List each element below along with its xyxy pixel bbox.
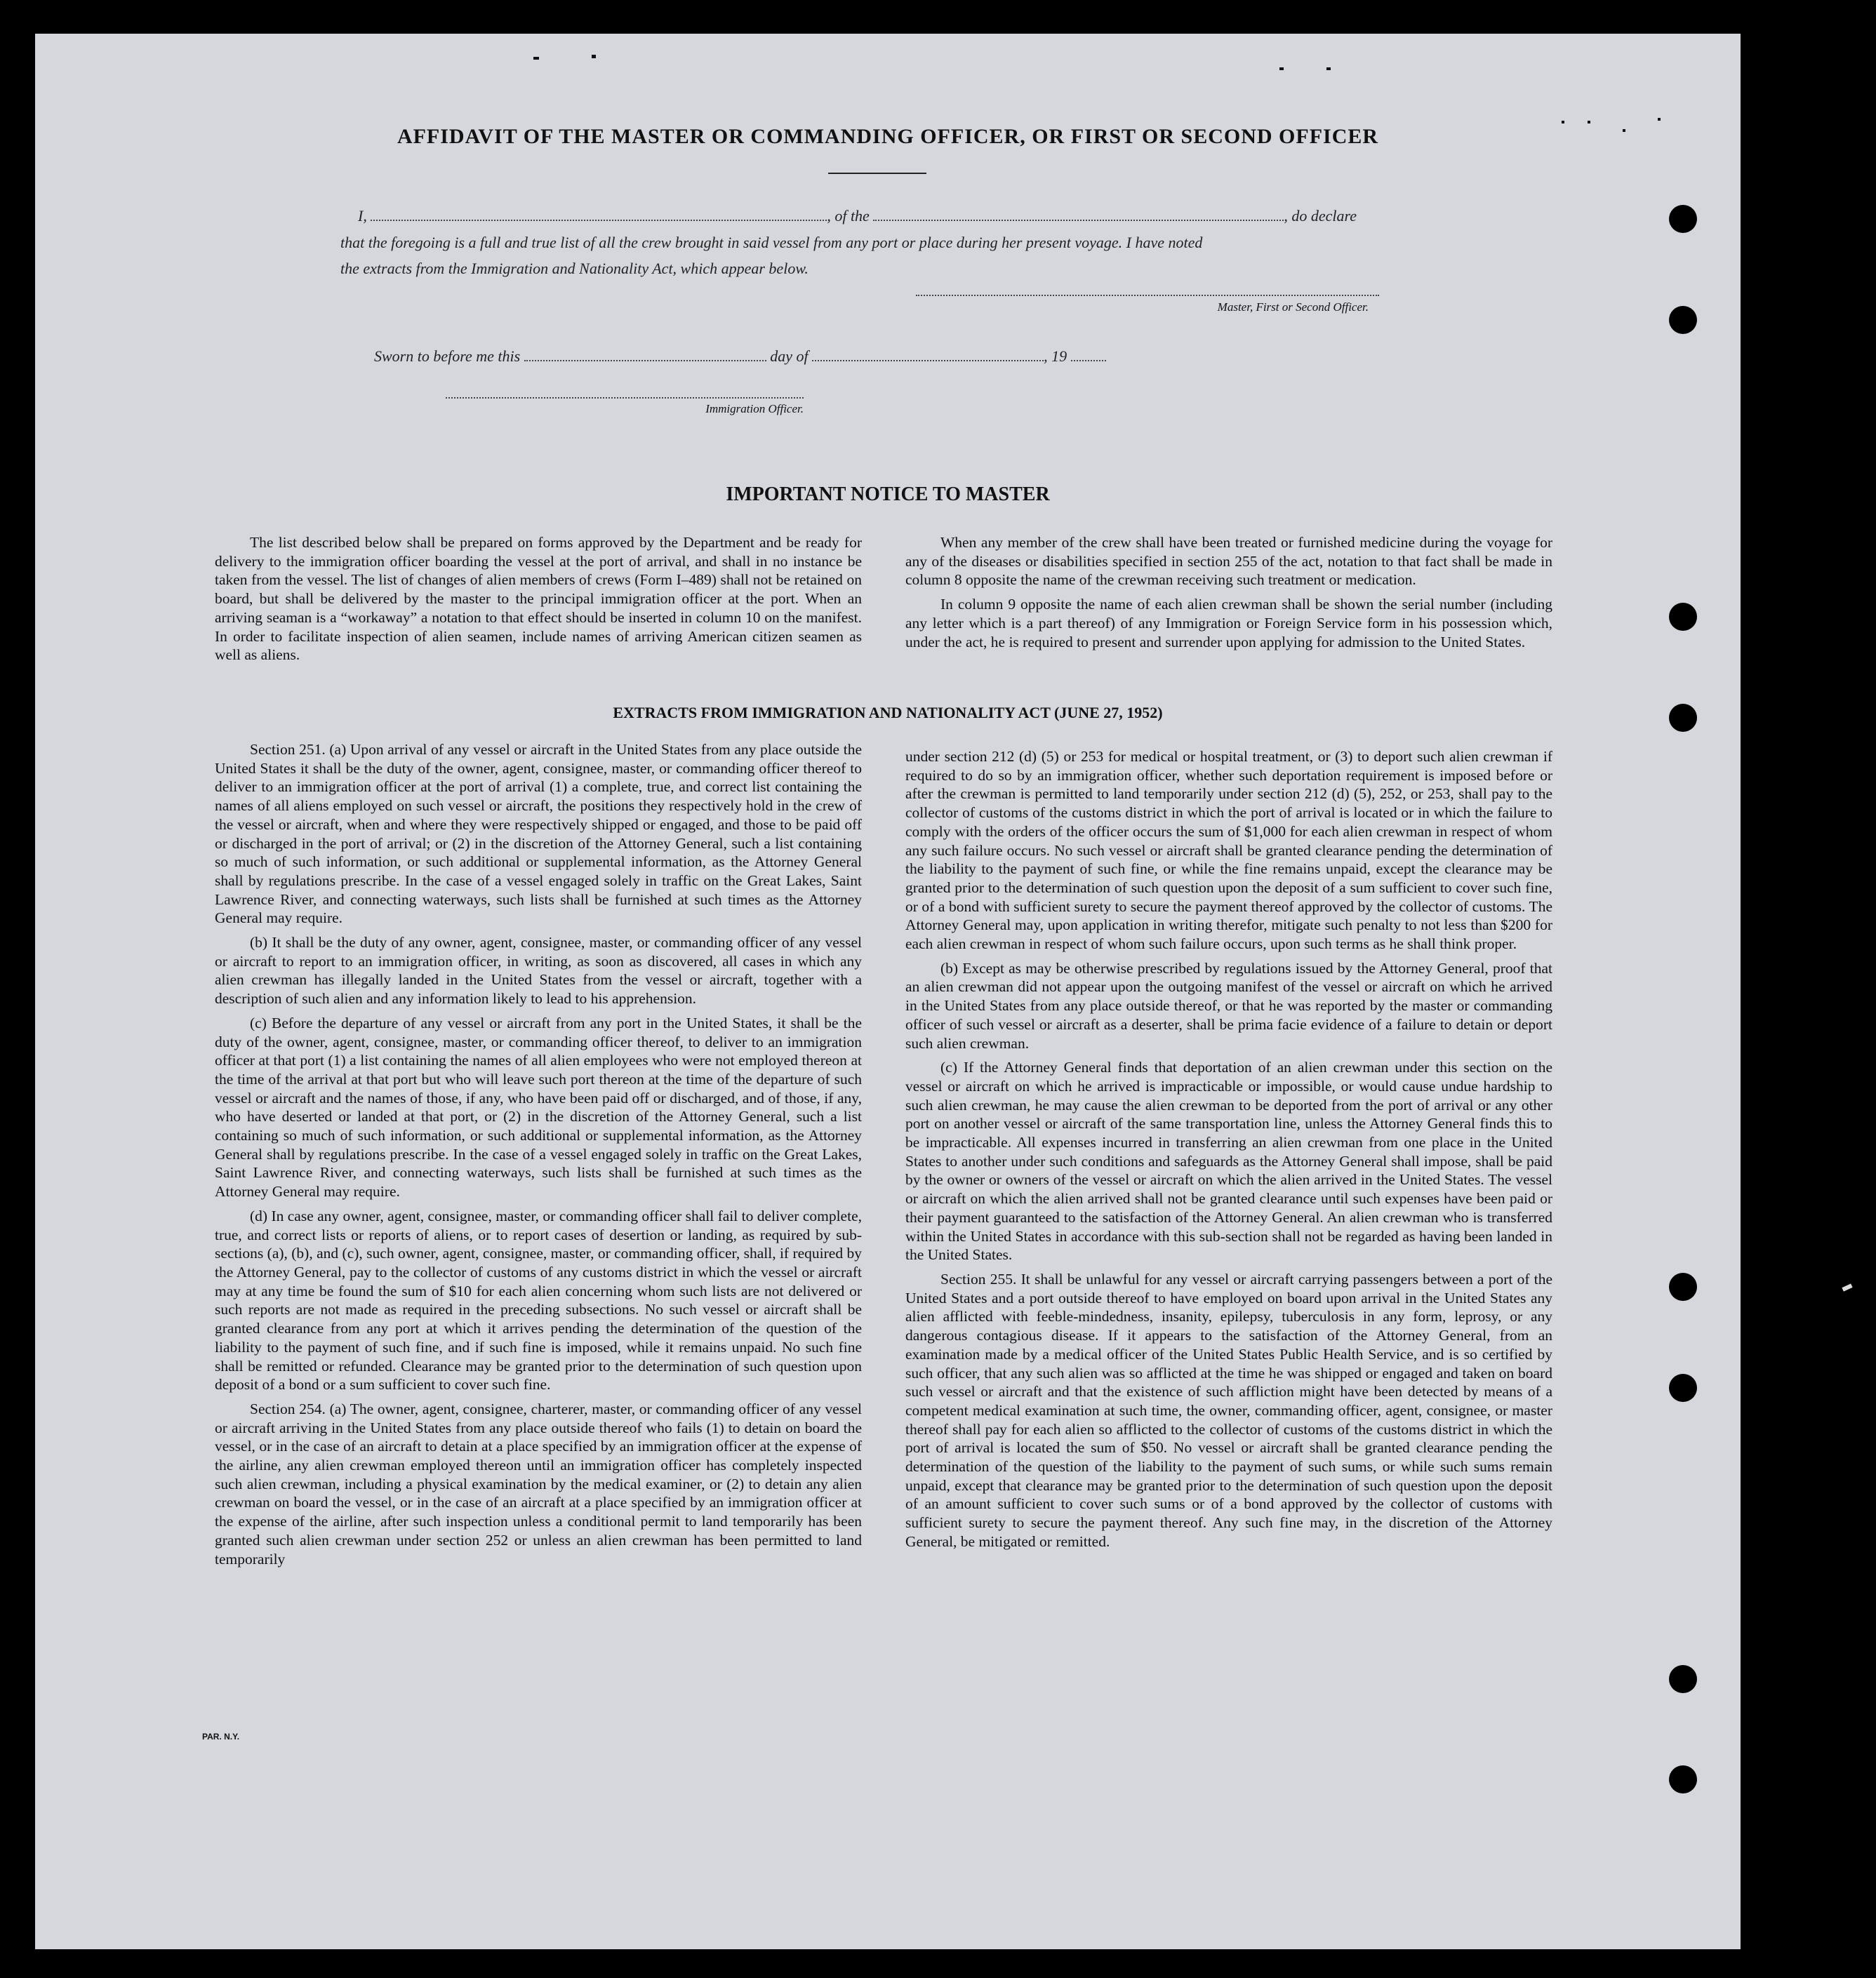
print-code: PAR. N.Y. <box>202 1732 240 1742</box>
punch-hole <box>1669 603 1697 631</box>
officer-signature-line[interactable] <box>446 397 804 399</box>
scan-speck <box>1623 129 1625 132</box>
scan-speck <box>1279 67 1284 70</box>
scan-speck <box>1658 118 1661 121</box>
punch-hole <box>1669 1765 1697 1793</box>
scan-speck <box>1588 121 1590 123</box>
extracts-title: EXTRACTS FROM IMMIGRATION AND NATIONALITY ACT (JUNE 27, 1952) <box>613 704 1163 721</box>
sworn-day-field[interactable] <box>524 346 766 361</box>
punch-hole <box>1669 1273 1697 1301</box>
notice-paragraph: The list described below shall be prepared on forms approved by the Department and be ready for delivery to the immigration officer boarding the vessel at the port of arrival, and shall in no instance be taken from the vessel. The list of changes of alien members of crews (Form I–489) shall not be retained on board, but shall be delivered by the master to the principal immigration officer at the port. When an arriving seaman is a “workaway” a notation to that effect should be inserted in column 10 on the manifest. In order to facilitate inspection of alien seamen, include names of arriving American citizen seamen as well as aliens. <box>215 534 862 664</box>
sworn-prefix: Sworn to before me this <box>374 347 521 365</box>
officer-signature-caption: Immigration Officer. <box>705 402 804 415</box>
document-page <box>35 34 1741 1949</box>
notice-right-column <box>905 533 1552 657</box>
punch-hole <box>1669 1374 1697 1402</box>
scan-speck <box>1562 121 1564 123</box>
extracts-left-column <box>215 740 862 1574</box>
notice-title: IMPORTANT NOTICE TO MASTER <box>726 483 1050 505</box>
sworn-year: , 19 <box>1044 347 1067 365</box>
punch-hole <box>1669 704 1697 732</box>
extract-paragraph: (c) If the Attorney General finds that deportation of an alien crewman under this section on the vessel or aircraft on which he arrived is impracticable or impossible, or would cause undue hardship to such alien crewman, he may cause the alien crewman to be deported from the port of arrival or any other port on another vessel or aircraft of the same transportation line, unless the Attorney General finds this to be impracticable. All expenses incurred in transferring an alien crewman from one place in the United States to another under such conditions and safeguards as the Attorney General shall impose, shall be paid by the owner or owners of the vessel or aircraft on which the alien arrived in the United States. The vessel or aircraft on which the alien arrived shall not be granted clearance until such expenses have been paid or their payment guaranteed to the satisfaction of the Attorney General. An alien crewman who is transferred within the United States in accordance with this sub-section shall not be regarded as having been landed in the United States. <box>905 1059 1552 1264</box>
declaration-i: I, <box>358 207 367 225</box>
scan-speck <box>1842 1283 1852 1291</box>
name-field[interactable] <box>371 206 827 221</box>
extract-paragraph: Section 254. (a) The owner, agent, consignee, charterer, master, or commanding officer of any vessel or aircraft arriving in the United States from any place outside thereof who fails (1) to detain on board the vessel, or in the case of an aircraft to detain at a place specified by an immigration officer at the expense of the airline, any alien crewman employed thereon until an immigration officer has completely inspected such alien crewman, including a physical examination by the medical examiner, or (2) to detain any alien crewman on board the vessel, or in the case of an aircraft at a place specified by an immigration officer at the expense of the airline, after such inspection unless a conditional permit to land temporarily has been granted such alien crewman under section 252 or unless an alien crewman has been permitted to land temporarily <box>215 1400 862 1568</box>
affidavit-title: AFFIDAVIT OF THE MASTER OR COMMANDING OFFICER, OR FIRST OR SECOND OFFICER <box>397 125 1379 148</box>
punch-hole <box>1669 1665 1697 1693</box>
scan-speck <box>1326 67 1331 70</box>
extract-paragraph: (d) In case any owner, agent, consignee, master, or commanding officer shall fail to deliver complete, true, and correct lists or reports of aliens, or to report cases of desertion or landing, as required by sub-sections (a), (b), and (c), such owner, agent, consignee, master, or commanding officer, shall, if required by the Attorney General, pay to the collector of customs of any customs district in which the vessel or aircraft may at any time be found the sum of $10 for each alien concerning whom such lists are not delivered or such reports are not made as required in the preceding subsections. No such vessel or aircraft shall be granted clearance from any port at which it arrives pending the determination of the question of the liability to the payment of such fine, and if such fine is imposed, while it remains unpaid. No such fine shall be remitted or refunded. Clearance may be granted prior to the determination of such question upon deposit of a bond or a sum sufficient to cover such fine. <box>215 1207 862 1394</box>
extract-paragraph: (b) It shall be the duty of any owner, agent, consignee, master, or commanding officer of any vessel or aircraft to report to an immigration officer, in writing, as soon as discovered, all cases in which any alien crewman has illegally landed in the United States from the vessel or aircraft, together with a description of such alien and any information likely to lead to his apprehension. <box>215 934 862 1008</box>
extract-paragraph: (b) Except as may be otherwise prescribed by regulations issued by the Attorney General, proof that an alien crewman did not appear upon the outgoing manifest of the vessel or aircraft on which he arrived in the United States from any place outside thereof, or that he was reported by the master or commanding officer of such vessel or aircraft as a deserter, shall be prima facie evidence of a failure to detain or deport such alien crewman. <box>905 959 1552 1052</box>
notice-paragraph: When any member of the crew shall have been treated or furnished medicine during the voyage for any of the diseases or disabilities specified in section 255 of the act, notation to that fact shall be made in column 8 opposite the name of the crewman receiving such treatment or medication. <box>905 534 1552 589</box>
extract-paragraph: under section 212 (d) (5) or 253 for medical or hospital treatment, or (3) to deport such alien crewman if required to do so by an immigration officer, whether such deportation requirement is imposed before or after the crewman is permitted to land temporarily under section 212 (d) (5), 252, or 253, shall pay to the collector of customs of the customs district in which the port of arrival is located or in which the failure to comply with the orders of the officer occurs the sum of $1,000 for each alien crewman in respect of whom any such failure occurs. No such vessel or aircraft shall be granted clearance pending the determination of the liability to the payment of such fine, or while the fine remains unpaid, except the clearance may be granted prior to the determination of such question upon the deposit of a sum sufficient to cover such fine, or of a bond with sufficient surety to secure the payment thereof approved by the collector of customs. The Attorney General may, upon application in writing therefor, mitigate such penalty to not less than $200 for each alien crewman in respect of whom such failure occurs, upon such terms as he shall think proper. <box>905 748 1552 953</box>
master-signature-caption: Master, First or Second Officer. <box>1217 300 1369 314</box>
declaration-line-1 <box>358 206 1474 225</box>
vessel-field[interactable] <box>873 206 1284 221</box>
extract-paragraph: Section 251. (a) Upon arrival of any vessel or aircraft in the United States from any place outside the United States it shall be the duty of the owner, agent, consignee, master, or commanding officer thereof to deliver to an immigration officer at the port of arrival (1) a complete, true, and correct list containing the names of all aliens employed on such vessel or aircraft, the positions they respectively hold in the crew of the vessel or aircraft, when and where they were respectively shipped or engaged, and those to be paid off or discharged in the port of arrival; or (2) in the discretion of the Attorney General, such a list containing so much of such information, or such additional or supplemental information, as the Attorney General shall by regulations prescribe. In the case of a vessel engaged solely in traffic on the Great Lakes, Saint Lawrence River, and connecting waterways, such lists shall be furnished at such times as the Attorney General may require. <box>215 741 862 927</box>
punch-hole <box>1669 306 1697 334</box>
notice-paragraph: In column 9 opposite the name of each alien crewman shall be shown the serial number (including any letter which is a part thereof) of any Immigration or Foreign Service form in his possession which, under the act, he is required to present and surrender upon applying for admission to the United States. <box>905 596 1552 650</box>
title-underline <box>828 173 926 174</box>
master-signature-line[interactable] <box>916 295 1379 296</box>
extracts-right-column <box>905 747 1552 1557</box>
declaration-line-2: that the foregoing is a full and true list of all the crew brought in said vessel from any port or place during her present voyage. I have noted <box>340 234 1203 251</box>
sworn-day-of: day of <box>770 347 809 365</box>
sworn-line <box>374 346 1106 366</box>
scan-speck <box>533 57 539 60</box>
extract-paragraph: (c) Before the departure of any vessel or aircraft from any port in the United States, it shall be the duty of the owner, agent, consignee, master, or commanding officer thereof, to deliver to an immigration officer at that port (1) a list containing the names of all alien employees who were not employed thereon at the time of the arrival at that port but who will leave such port thereon at the time of the departure of such vessel or aircraft and the names of those, if any, who have been paid off or discharged, and of those, if any, who have deserted or landed at that port, or (2) in the discretion of the Attorney General, such a list containing so much of such information, or such additional or supplemental information, as the Attorney General shall by regulations prescribe. In the case of a vessel engaged solely in traffic on the Great Lakes, Saint Lawrence River, and connecting waterways, such lists shall be furnished at such times as the Attorney General may require. <box>215 1014 862 1201</box>
declaration-of-the: , of the <box>827 207 870 225</box>
punch-hole <box>1669 205 1697 233</box>
scan-speck <box>592 55 596 58</box>
sworn-month-field[interactable] <box>812 346 1044 361</box>
extract-paragraph: Section 255. It shall be unlawful for any vessel or aircraft carrying passengers between a port of the United States and a port outside thereof to have employed on board upon arrival in the United States any alien afflicted with feeble-mindedness, insanity, epilepsy, tuberculosis in any form, leprosy, or any dangerous contagious disease. If it appears to the satisfaction of the Attorney General, from an examination made by a medical officer of the United States Public Health Service, and is so certified by such officer, that any such alien was so afflicted at the time he was shipped or engaged and taken on board such vessel or aircraft and that the existence of such affliction might have been detected by means of a competent medical examination at such time, the owner, commanding officer, agent, consignee, or master thereof shall pay for each alien so afflicted to the collector of customs of the customs district in which the port of arrival is located the sum of $50. No vessel or aircraft shall be granted clearance pending the determination of the question of the liability to the payment of such sums, or while such sums remain unpaid, except that clearance may be granted prior to the determination of such question upon the deposit of an amount sufficient to cover such sums or of a bond approved by the collector of customs with sufficient surety to secure the payment thereof. Any such fine may, in the discretion of the Attorney General, be mitigated or remitted. <box>905 1270 1552 1550</box>
declaration-do-declare: , do declare <box>1284 207 1357 225</box>
declaration-line-3: the extracts from the Immigration and Nationality Act, which appear below. <box>340 260 809 277</box>
notice-left-column <box>215 533 862 670</box>
sworn-year-field[interactable] <box>1071 346 1106 361</box>
